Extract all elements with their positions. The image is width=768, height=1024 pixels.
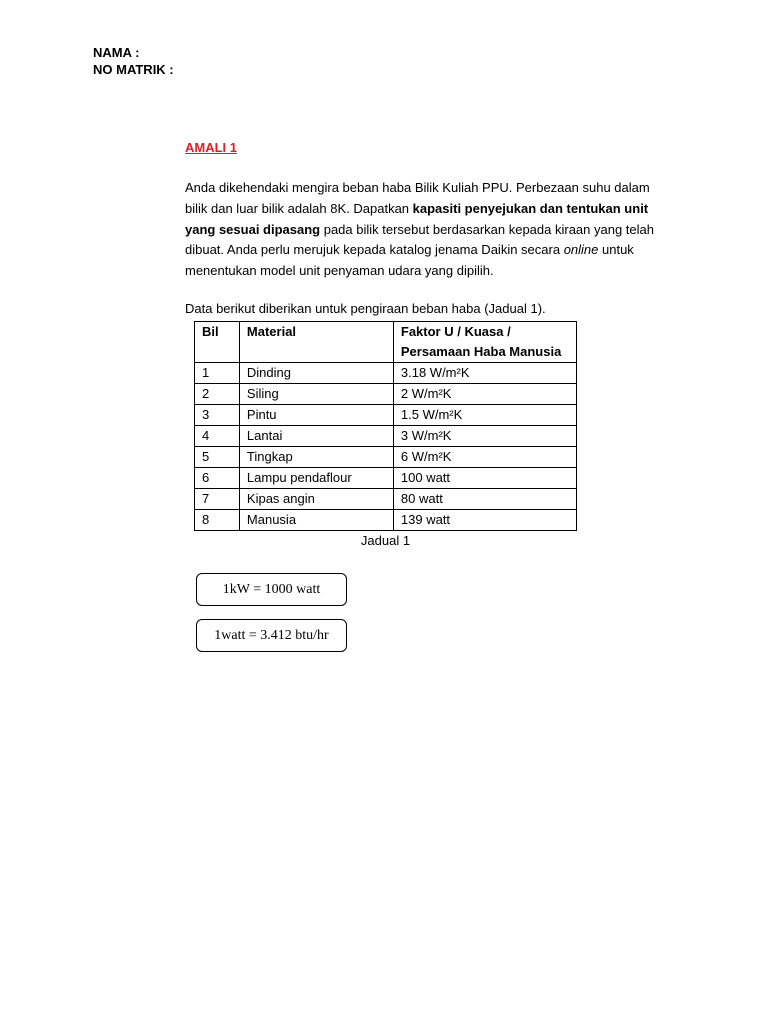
btu-conversion-box: 1watt = 3.412 btu/hr: [196, 619, 347, 652]
cell-value: 3 W/m²K: [393, 426, 576, 447]
table-row: [195, 468, 577, 489]
paragraph-italic-text: online: [563, 242, 599, 258]
nama-label: NAMA :: [93, 45, 140, 60]
paragraph-bold-text: kapasiti penyejukan dan tentukan unit yang sesuai dipasang: [185, 200, 649, 237]
cell-value: 100 watt: [393, 468, 576, 489]
cell-value: 80 watt: [393, 489, 576, 510]
matrik-label: NO MATRIK :: [93, 62, 174, 77]
cell-value: 3.18 W/m²K: [393, 363, 576, 384]
cell-value: 6 W/m²K: [393, 447, 576, 468]
table-row: [195, 405, 577, 426]
cell-bil: 3: [195, 405, 240, 426]
header-faktor-line1: Faktor U / Kuasa /: [400, 324, 511, 339]
cell-bil: 2: [195, 384, 240, 405]
cell-material: Siling: [239, 384, 393, 405]
table-row: [195, 384, 577, 405]
paragraph-text-2: pada bilik tersebut berdasarkan kepada kiraan yang telah dibuat. Anda perlu merujuk kepada katalog jenama Daikin secara: [185, 221, 654, 258]
paragraph-text-1: Anda dikehendaki mengira beban haba Bilik Kuliah PPU. Perbezaan suhu dalam bilik dan luar bilik adalah 8K. Dapatkan: [185, 180, 650, 216]
student-info-header: [93, 44, 174, 78]
table-row: [195, 510, 577, 531]
table-row: [195, 489, 577, 510]
cell-bil: 5: [195, 447, 240, 468]
cell-bil: 7: [195, 489, 240, 510]
cell-material: Manusia: [239, 510, 393, 531]
cell-material: Dinding: [239, 363, 393, 384]
section-title: AMALI 1: [185, 140, 237, 155]
kw-conversion-box: 1kW = 1000 watt: [196, 573, 347, 606]
table-row: [195, 426, 577, 447]
cell-value: 1.5 W/m²K: [393, 405, 576, 426]
cell-material: Pintu: [239, 405, 393, 426]
cell-bil: 1: [195, 363, 240, 384]
instructions-paragraph: [185, 178, 667, 282]
cell-bil: 4: [195, 426, 240, 447]
cell-material: Tingkap: [239, 447, 393, 468]
header-bil: Bil: [195, 322, 240, 363]
paragraph-text-3: untuk menentukan model unit penyaman udara yang dipilih.: [185, 242, 634, 279]
cell-value: 139 watt: [393, 510, 576, 531]
table-row: [195, 363, 577, 384]
data-table: [194, 321, 577, 531]
table-intro: Data berikut diberikan untuk pengiraan beban haba (Jadual 1).: [185, 301, 546, 316]
cell-material: Kipas angin: [239, 489, 393, 510]
header-material: Material: [239, 322, 393, 363]
header-faktor-line2: Persamaan Haba Manusia: [400, 344, 562, 359]
cell-bil: 8: [195, 510, 240, 531]
cell-material: Lantai: [239, 426, 393, 447]
cell-value: 2 W/m²K: [393, 384, 576, 405]
table-header-row: [195, 322, 577, 363]
header-faktor: [393, 322, 576, 363]
table-caption: Jadual 1: [360, 533, 411, 548]
table-row: [195, 447, 577, 468]
cell-material: Lampu pendaflour: [239, 468, 393, 489]
cell-bil: 6: [195, 468, 240, 489]
